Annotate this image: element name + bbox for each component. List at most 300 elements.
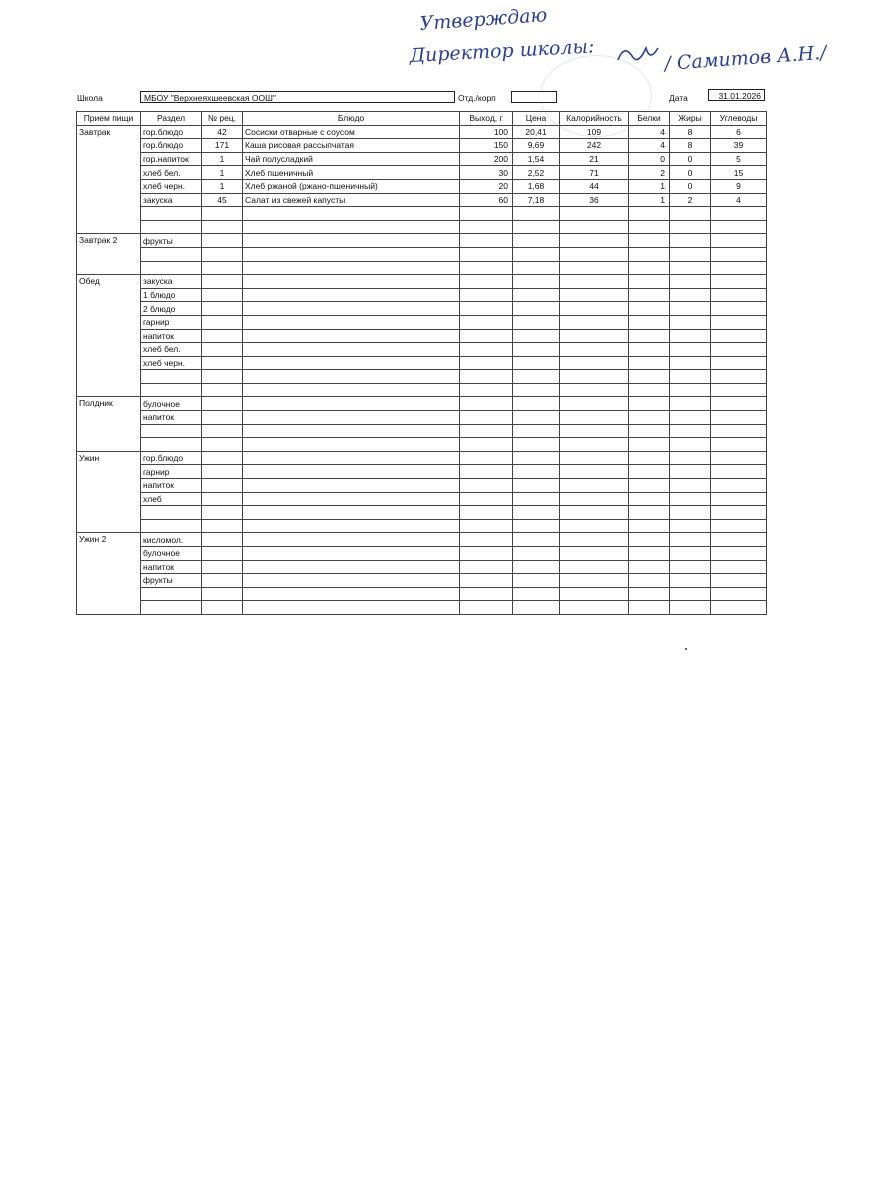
col-header-yield: Выход, г	[460, 112, 513, 126]
table-row	[77, 438, 767, 452]
section-cell	[141, 207, 202, 221]
carbs-cell	[711, 343, 767, 357]
proteins-cell	[629, 438, 670, 452]
proteins-cell	[629, 451, 670, 465]
price-cell: 9,69	[513, 139, 560, 153]
carbs-cell	[711, 506, 767, 520]
calories-cell	[560, 356, 629, 370]
fats-cell	[670, 424, 711, 438]
proteins-cell	[629, 397, 670, 411]
section-cell: булочное	[141, 547, 202, 561]
price-cell	[513, 451, 560, 465]
fats-cell: 8	[670, 125, 711, 139]
table-row	[77, 343, 767, 357]
carbs-cell	[711, 383, 767, 397]
price-cell	[513, 492, 560, 506]
carbs-cell	[711, 601, 767, 615]
date-label: Дата	[669, 93, 688, 103]
section-cell: гор.блюдо	[141, 139, 202, 153]
price-cell	[513, 234, 560, 248]
proteins-cell	[629, 560, 670, 574]
calories-cell	[560, 247, 629, 261]
recipe-cell	[202, 207, 243, 221]
carbs-cell	[711, 479, 767, 493]
proteins-cell	[629, 547, 670, 561]
fats-cell	[670, 519, 711, 533]
proteins-cell: 1	[629, 179, 670, 193]
fats-cell	[670, 601, 711, 615]
dish-cell	[243, 519, 460, 533]
table-row	[77, 207, 767, 221]
yield-cell	[460, 329, 513, 343]
proteins-cell	[629, 343, 670, 357]
yield-cell	[460, 547, 513, 561]
carbs-cell	[711, 288, 767, 302]
table-row	[77, 587, 767, 601]
approval-handwriting	[0, 0, 873, 80]
carbs-cell: 5	[711, 152, 767, 166]
section-cell	[141, 424, 202, 438]
price-cell	[513, 479, 560, 493]
dish-cell	[243, 451, 460, 465]
dish-cell	[243, 438, 460, 452]
proteins-cell	[629, 506, 670, 520]
recipe-cell	[202, 587, 243, 601]
calories-cell: 44	[560, 179, 629, 193]
recipe-cell: 45	[202, 193, 243, 207]
price-cell	[513, 275, 560, 289]
fats-cell	[670, 560, 711, 574]
recipe-cell	[202, 560, 243, 574]
carbs-cell	[711, 370, 767, 384]
recipe-cell: 171	[202, 139, 243, 153]
fats-cell	[670, 356, 711, 370]
dish-cell	[243, 411, 460, 425]
proteins-cell	[629, 247, 670, 261]
yield-cell	[460, 465, 513, 479]
section-cell	[141, 383, 202, 397]
section-cell: фрукты	[141, 574, 202, 588]
dish-cell	[243, 383, 460, 397]
meal-name-cell: Полдник	[77, 397, 141, 451]
table-row	[77, 397, 767, 411]
yield-cell: 30	[460, 166, 513, 180]
table-header-row	[77, 112, 767, 126]
recipe-cell	[202, 302, 243, 316]
proteins-cell	[629, 601, 670, 615]
calories-cell: 21	[560, 152, 629, 166]
signature-scribble	[618, 48, 658, 60]
date-field: 31.01.2026	[708, 89, 765, 101]
carbs-cell	[711, 438, 767, 452]
dish-cell	[243, 261, 460, 275]
fats-cell	[670, 329, 711, 343]
recipe-cell	[202, 234, 243, 248]
price-cell	[513, 220, 560, 234]
section-cell: гор.напиток	[141, 152, 202, 166]
col-header-carbs: Углеводы	[711, 112, 767, 126]
table-row	[77, 547, 767, 561]
carbs-cell	[711, 302, 767, 316]
proteins-cell	[629, 383, 670, 397]
carbs-cell	[711, 397, 767, 411]
carbs-cell	[711, 519, 767, 533]
yield-cell	[460, 383, 513, 397]
price-cell	[513, 247, 560, 261]
recipe-cell	[202, 411, 243, 425]
section-cell: гор.блюдо	[141, 451, 202, 465]
fats-cell	[670, 220, 711, 234]
calories-cell	[560, 451, 629, 465]
proteins-cell: 0	[629, 152, 670, 166]
calories-cell	[560, 261, 629, 275]
fats-cell	[670, 411, 711, 425]
section-cell	[141, 220, 202, 234]
section-cell	[141, 519, 202, 533]
approval-signature	[0, 0, 873, 80]
fats-cell	[670, 533, 711, 547]
approval-name: / Самитов А.Н./	[663, 41, 828, 75]
proteins-cell	[629, 492, 670, 506]
dept-field	[511, 91, 557, 103]
price-cell	[513, 288, 560, 302]
proteins-cell: 1	[629, 193, 670, 207]
calories-cell	[560, 207, 629, 221]
table-row	[77, 465, 767, 479]
section-cell: напиток	[141, 329, 202, 343]
section-cell: напиток	[141, 411, 202, 425]
table-row	[77, 424, 767, 438]
fats-cell	[670, 261, 711, 275]
approval-line2: Директор школы:	[409, 35, 595, 67]
table-row	[77, 533, 767, 547]
carbs-cell	[711, 329, 767, 343]
recipe-cell	[202, 275, 243, 289]
price-cell	[513, 465, 560, 479]
fats-cell	[670, 247, 711, 261]
proteins-cell	[629, 261, 670, 275]
section-cell: закуска	[141, 275, 202, 289]
school-label: Школа	[77, 93, 103, 103]
yield-cell	[460, 315, 513, 329]
col-header-dish: Блюдо	[243, 112, 460, 126]
proteins-cell	[629, 479, 670, 493]
calories-cell	[560, 343, 629, 357]
calories-cell	[560, 220, 629, 234]
yield-cell	[460, 247, 513, 261]
meal-name-cell: Завтрак	[77, 125, 141, 234]
yield-cell: 60	[460, 193, 513, 207]
table-row	[77, 302, 767, 316]
col-header-recipe: № рец.	[202, 112, 243, 126]
price-cell	[513, 438, 560, 452]
proteins-cell	[629, 207, 670, 221]
section-cell: кисломол.	[141, 533, 202, 547]
dish-cell	[243, 424, 460, 438]
proteins-cell: 2	[629, 166, 670, 180]
section-cell	[141, 506, 202, 520]
recipe-cell	[202, 601, 243, 615]
yield-cell	[460, 519, 513, 533]
fats-cell	[670, 207, 711, 221]
fats-cell	[670, 479, 711, 493]
section-cell: 1 блюдо	[141, 288, 202, 302]
yield-cell	[460, 424, 513, 438]
price-cell: 7,18	[513, 193, 560, 207]
meal-name-cell: Завтрак 2	[77, 234, 141, 275]
calories-cell	[560, 383, 629, 397]
calories-cell	[560, 370, 629, 384]
section-cell: хлеб черн.	[141, 356, 202, 370]
section-cell: хлеб черн.	[141, 179, 202, 193]
fats-cell	[670, 492, 711, 506]
approval-line1: Утверждаю	[418, 4, 548, 35]
calories-cell	[560, 587, 629, 601]
yield-cell	[460, 533, 513, 547]
calories-cell: 242	[560, 139, 629, 153]
recipe-cell	[202, 547, 243, 561]
carbs-cell	[711, 560, 767, 574]
fats-cell	[670, 547, 711, 561]
carbs-cell	[711, 587, 767, 601]
fats-cell	[670, 275, 711, 289]
proteins-cell	[629, 275, 670, 289]
dish-cell	[243, 275, 460, 289]
recipe-cell	[202, 451, 243, 465]
yield-cell	[460, 397, 513, 411]
fats-cell: 8	[670, 139, 711, 153]
menu-table	[76, 111, 767, 615]
dish-cell	[243, 506, 460, 520]
yield-cell	[460, 370, 513, 384]
fats-cell	[670, 302, 711, 316]
dish-cell	[243, 234, 460, 248]
carbs-cell: 39	[711, 139, 767, 153]
yield-cell	[460, 288, 513, 302]
table-row	[77, 601, 767, 615]
dish-cell: Хлеб пшеничный	[243, 166, 460, 180]
fats-cell	[670, 397, 711, 411]
section-cell: фрукты	[141, 234, 202, 248]
table-row	[77, 288, 767, 302]
carbs-cell: 9	[711, 179, 767, 193]
calories-cell: 36	[560, 193, 629, 207]
table-row	[77, 506, 767, 520]
carbs-cell	[711, 411, 767, 425]
carbs-cell	[711, 547, 767, 561]
price-cell: 1,54	[513, 152, 560, 166]
proteins-cell	[629, 574, 670, 588]
calories-cell	[560, 492, 629, 506]
recipe-cell	[202, 465, 243, 479]
price-cell	[513, 574, 560, 588]
table-row	[77, 261, 767, 275]
table-row	[77, 479, 767, 493]
recipe-cell: 1	[202, 179, 243, 193]
yield-cell: 200	[460, 152, 513, 166]
carbs-cell	[711, 451, 767, 465]
recipe-cell: 1	[202, 166, 243, 180]
dish-cell	[243, 587, 460, 601]
col-header-section: Раздел	[141, 112, 202, 126]
table-row	[77, 560, 767, 574]
section-cell: закуска	[141, 193, 202, 207]
recipe-cell	[202, 438, 243, 452]
carbs-cell	[711, 315, 767, 329]
calories-cell	[560, 438, 629, 452]
dish-cell	[243, 370, 460, 384]
fats-cell	[670, 438, 711, 452]
recipe-cell	[202, 479, 243, 493]
dept-label: Отд./корп	[458, 93, 496, 103]
proteins-cell	[629, 370, 670, 384]
fats-cell	[670, 370, 711, 384]
dish-cell	[243, 465, 460, 479]
table-row	[77, 519, 767, 533]
price-cell: 20,41	[513, 125, 560, 139]
dish-cell: Салат из свежей капусты	[243, 193, 460, 207]
table-row	[77, 125, 767, 139]
fats-cell: 2	[670, 193, 711, 207]
proteins-cell	[629, 329, 670, 343]
table-row	[77, 220, 767, 234]
yield-cell	[460, 451, 513, 465]
price-cell	[513, 302, 560, 316]
fats-cell	[670, 465, 711, 479]
fats-cell: 0	[670, 166, 711, 180]
carbs-cell: 6	[711, 125, 767, 139]
carbs-cell	[711, 356, 767, 370]
section-cell: хлеб	[141, 492, 202, 506]
recipe-cell	[202, 533, 243, 547]
dish-cell	[243, 601, 460, 615]
section-cell: хлеб бел.	[141, 166, 202, 180]
table-row	[77, 411, 767, 425]
table-row	[77, 152, 767, 166]
dish-cell	[243, 343, 460, 357]
calories-cell	[560, 275, 629, 289]
col-header-price: Цена	[513, 112, 560, 126]
speck	[685, 648, 687, 650]
table-row	[77, 247, 767, 261]
calories-cell	[560, 574, 629, 588]
proteins-cell	[629, 288, 670, 302]
carbs-cell	[711, 533, 767, 547]
yield-cell	[460, 601, 513, 615]
dish-cell	[243, 220, 460, 234]
fats-cell	[670, 587, 711, 601]
recipe-cell	[202, 315, 243, 329]
yield-cell: 100	[460, 125, 513, 139]
yield-cell	[460, 506, 513, 520]
section-cell: гор.блюдо	[141, 125, 202, 139]
recipe-cell	[202, 261, 243, 275]
dish-cell	[243, 533, 460, 547]
table-row	[77, 451, 767, 465]
proteins-cell	[629, 519, 670, 533]
section-cell: гарнир	[141, 465, 202, 479]
price-cell	[513, 601, 560, 615]
dish-cell	[243, 247, 460, 261]
calories-cell	[560, 234, 629, 248]
table-row	[77, 492, 767, 506]
calories-cell	[560, 479, 629, 493]
dish-cell: Сосиски отварные с соусом	[243, 125, 460, 139]
dish-cell: Хлеб ржаной (ржано-пшеничный)	[243, 179, 460, 193]
calories-cell	[560, 329, 629, 343]
price-cell	[513, 519, 560, 533]
section-cell	[141, 601, 202, 615]
recipe-cell	[202, 220, 243, 234]
yield-cell	[460, 356, 513, 370]
price-cell	[513, 560, 560, 574]
yield-cell	[460, 587, 513, 601]
fats-cell	[670, 506, 711, 520]
calories-cell	[560, 315, 629, 329]
section-cell: булочное	[141, 397, 202, 411]
yield-cell	[460, 438, 513, 452]
recipe-cell	[202, 343, 243, 357]
price-cell	[513, 370, 560, 384]
table-row	[77, 315, 767, 329]
section-cell: напиток	[141, 479, 202, 493]
carbs-cell: 15	[711, 166, 767, 180]
price-cell	[513, 207, 560, 221]
yield-cell	[460, 560, 513, 574]
carbs-cell	[711, 207, 767, 221]
proteins-cell	[629, 302, 670, 316]
recipe-cell	[202, 370, 243, 384]
table-row	[77, 383, 767, 397]
carbs-cell	[711, 465, 767, 479]
proteins-cell: 4	[629, 139, 670, 153]
fats-cell	[670, 343, 711, 357]
price-cell: 1,68	[513, 179, 560, 193]
table-row	[77, 193, 767, 207]
carbs-cell	[711, 247, 767, 261]
proteins-cell	[629, 587, 670, 601]
proteins-cell	[629, 533, 670, 547]
proteins-cell	[629, 356, 670, 370]
calories-cell	[560, 547, 629, 561]
yield-cell	[460, 207, 513, 221]
yield-cell	[460, 574, 513, 588]
recipe-cell	[202, 288, 243, 302]
calories-cell	[560, 397, 629, 411]
school-name-field: МБОУ "Верхнеяхшеевская ООШ"	[140, 91, 455, 103]
section-cell	[141, 261, 202, 275]
yield-cell	[460, 479, 513, 493]
meal-name-cell: Ужин	[77, 451, 141, 533]
recipe-cell	[202, 397, 243, 411]
yield-cell: 150	[460, 139, 513, 153]
section-cell	[141, 438, 202, 452]
proteins-cell: 4	[629, 125, 670, 139]
col-header-proteins: Белки	[629, 112, 670, 126]
section-cell	[141, 587, 202, 601]
fats-cell	[670, 383, 711, 397]
dish-cell	[243, 560, 460, 574]
recipe-cell	[202, 574, 243, 588]
section-cell: хлеб бел.	[141, 343, 202, 357]
dish-cell	[243, 356, 460, 370]
fats-cell	[670, 288, 711, 302]
yield-cell	[460, 302, 513, 316]
recipe-cell	[202, 424, 243, 438]
table-row	[77, 370, 767, 384]
calories-cell: 71	[560, 166, 629, 180]
dish-cell	[243, 492, 460, 506]
